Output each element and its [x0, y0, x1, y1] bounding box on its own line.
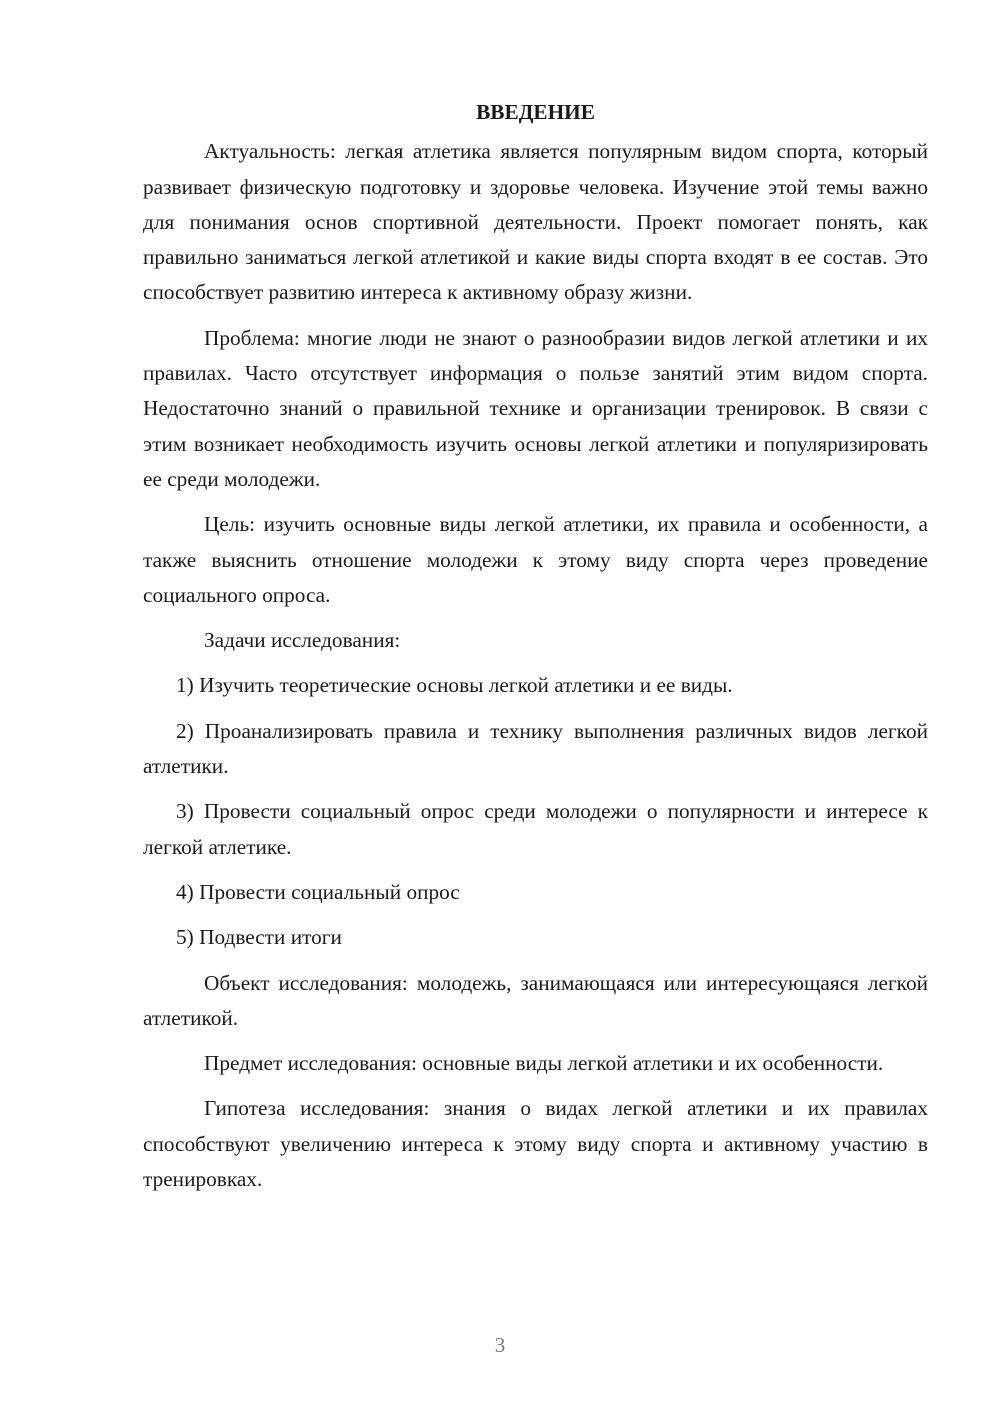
subject-paragraph: Предмет исследования: основные виды легкой атлетики и их особенности.: [204, 1051, 884, 1076]
section-heading: ВВЕДЕНИЕ: [476, 100, 595, 124]
hypothesis-paragraph: Гипотеза исследования: знания о видах легкой атлетики и их правилах способствуют увеличению интереса к этому виду спорта и активному участию в тренировках.: [143, 1096, 928, 1192]
task-item-4: 4) Провести социальный опрос: [176, 879, 460, 904]
page-number: 3: [494, 1333, 506, 1357]
problem-paragraph: Проблема: многие люди не знают о разнообразии видов легкой атлетики и их правилах. Часто отсутствует информация о пользе занятий этим видом спорта. Недостаточно знаний о правильной технике и организации тренировок. В связи с этим возникает необходимость изучить основы легкой атлетики и популяризировать ее среди молодежи.: [143, 325, 928, 491]
task-item-1: 1) Изучить теоретические основы легкой атлетики и ее виды.: [176, 673, 733, 698]
tasks-intro: Задачи исследования:: [204, 628, 401, 653]
relevance-paragraph: Актуальность: легкая атлетика является популярным видом спорта, который развивает физическую подготовку и здоровье человека. Изучение этой темы важно для понимания основ спортивной деятельности. Проект помогает понять, как правильно заниматься легкой атлетикой и какие виды спорта входят в ее состав. Это способствует развитию интереса к активному образу жизни.: [143, 139, 928, 305]
task-item-5: 5) Подвести итоги: [176, 925, 342, 950]
goal-paragraph: Цель: изучить основные виды легкой атлетики, их правила и особенности, а также выяснить отношение молодежи к этому виду спорта через проведение социального опроса.: [143, 512, 928, 607]
object-paragraph: Объект исследования: молодежь, занимающаяся или интересующаяся легкой атлетикой.: [143, 970, 928, 1030]
page-content: [143, 95, 928, 1207]
task-item-2: 2) Проанализировать правила и технику выполнения различных видов легкой атлетики.: [143, 718, 928, 779]
task-item-3: 3) Провести социальный опрос среди молодежи о популярности и интересе к легкой атлетике.: [143, 799, 928, 859]
